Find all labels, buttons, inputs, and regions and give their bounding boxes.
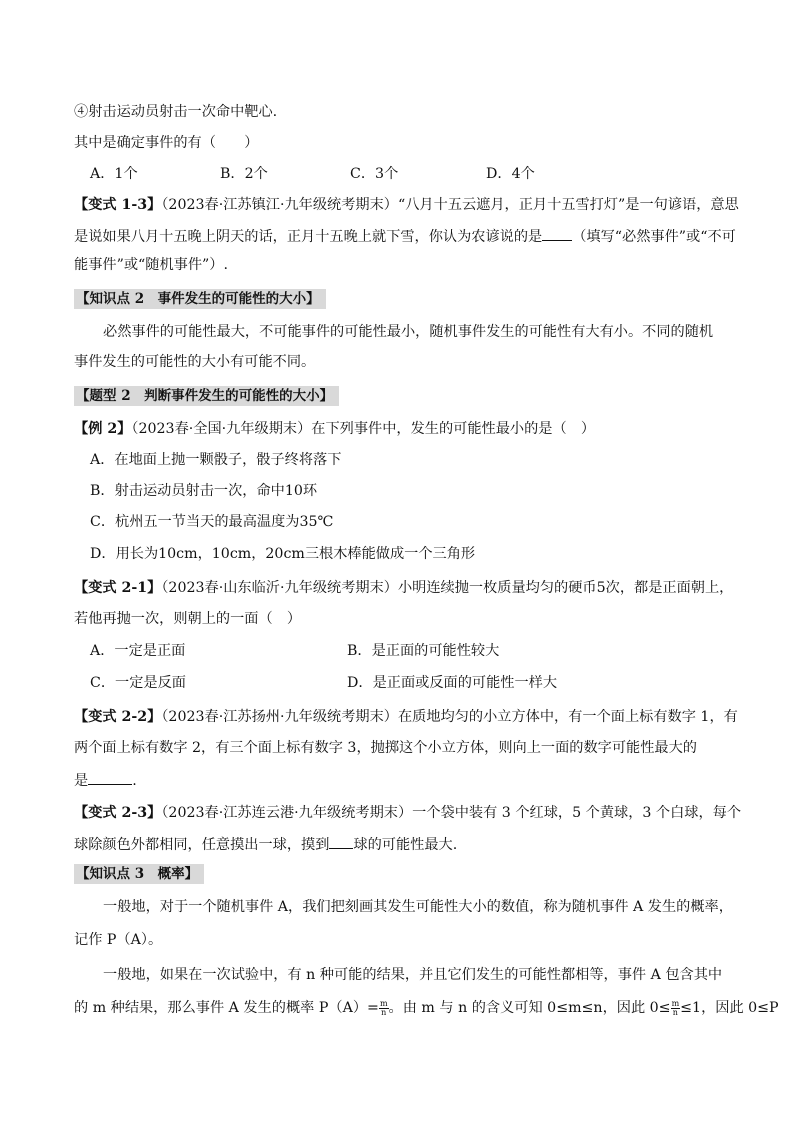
variant-2-1-option-a: A．一定是正面: [90, 643, 186, 659]
variant-2-2-line-2: 两个面上标有数字 2，有三个面上标有数字 3，抛掷这个小立方体，则向上一面的数字可能性最大的: [74, 740, 697, 756]
answer-blank[interactable]: [542, 226, 572, 241]
example-2-stem: [74, 420, 734, 438]
variant-2-3-line-1: [74, 804, 742, 822]
example-2-text: （2023春·全国·九年级期末）在下列事件中，发生的可能性最小的是（ ）: [131, 421, 596, 437]
fraction-numerator: m: [379, 998, 388, 1008]
kp3-paragraph-4: [74, 998, 779, 1017]
kp3-paragraph-1: 一般地，对于一个随机事件 A，我们把刻画其发生可能性大小的数值，称为随机事件 A 发生的概率，: [103, 899, 733, 915]
variant-1-3-text-2a: 是说如果八月十五晚上阴天的话，正月十五晚上就下雪，你认为农谚说的是: [74, 229, 543, 245]
question-stem: 其中是确定事件的有（ ）: [74, 135, 259, 151]
variant-2-2-text-3a: 是: [74, 773, 89, 789]
example-2-option-a: A．在地面上抛一颗骰子，骰子终将落下: [90, 452, 342, 468]
option-c: C．3个: [350, 166, 399, 182]
question-type-2-heading: 【题型 2 判断事件发生的可能性的大小】: [74, 386, 339, 406]
variant-2-1-option-d: D．是正面或反面的可能性一样大: [347, 675, 558, 691]
knowledge-point-3-heading: 【知识点 3 概率】: [74, 864, 204, 884]
variant-2-1-tag: 【变式 2-1】: [74, 580, 162, 596]
variant-1-3-line-3: 能事件”或“随机事件”）.: [74, 257, 228, 273]
variant-2-2-text: （2023春·江苏扬州·九年级统考期末）在质地均匀的小立方体中，有一个面上标有数字 1，有: [161, 709, 738, 725]
variant-1-3-text-2b: （填写“必然事件”或“不可: [572, 229, 736, 245]
answer-blank[interactable]: [329, 834, 353, 849]
kp3-text-4a: 的 m 种结果，那么事件 A 发生的概率 P（A）=: [74, 1000, 379, 1016]
variant-2-3-text-2a: 球除颜色外都相同，任意摸出一球，摸到: [74, 837, 330, 853]
variant-2-3-tag: 【变式 2-3】: [74, 805, 162, 821]
variant-2-2-tag: 【变式 2-2】: [74, 709, 162, 725]
variant-2-3-line-2: [74, 834, 734, 854]
variant-2-2-line-1: [74, 708, 738, 726]
kp3-text-4b: 。由 m 与 n 的含义可知 0≤m≤n，因此 0≤: [388, 1000, 671, 1016]
variant-2-1-option-c: C．一定是反面: [90, 675, 186, 691]
variant-2-1-line-2: 若他再抛一次，则朝上的一面（ ）: [74, 611, 302, 627]
variant-2-3-text: （2023春·江苏连云港·九年级统考期末）一个袋中装有 3 个红球，5 个黄球，3 个白球，每个: [161, 805, 742, 821]
variant-1-3-line-2: [74, 226, 734, 246]
variant-2-2-line-3: [74, 770, 734, 790]
kp2-paragraph-1: 必然事件的可能性最大，不可能事件的可能性最小，随机事件发生的可能性有大有小。不同的随机: [103, 324, 714, 340]
example-2-option-c: C．杭州五一节当天的最高温度为35℃: [90, 514, 334, 530]
example-2-option-b: B．射击运动员射击一次，命中10环: [90, 483, 318, 499]
fraction-m-over-n: [379, 1000, 389, 1017]
variant-1-3-text: （2023春·江苏镇江·九年级统考期末）“八月十五云遮月，正月十五雪打灯”是一句谚语，意思: [161, 197, 739, 213]
example-2-tag: 【例 2】: [74, 421, 132, 437]
fraction-denominator: n: [381, 1007, 387, 1017]
example-2-option-d: D．用长为10cm，10cm，20cm三根木棒能做成一个三角形: [90, 546, 476, 562]
option-a: A．1个: [90, 166, 138, 182]
kp3-paragraph-3: 一般地，如果在一次试验中，有 n 种可能的结果，并且它们发生的可能性都相等，事件 A 包含其中: [103, 967, 723, 983]
option-b: B．2个: [220, 166, 268, 182]
kp3-paragraph-2: 记作 P（A）。: [74, 932, 163, 948]
variant-2-1-line-1: [74, 579, 734, 597]
variant-1-3-tag: 【变式 1-3】: [74, 197, 162, 213]
event-4-line: ④射击运动员射击一次命中靶心.: [74, 104, 278, 120]
answer-blank[interactable]: [88, 770, 132, 785]
variant-2-2-text-3b: .: [132, 773, 137, 789]
fraction-m-over-n-2: [671, 1000, 681, 1017]
variant-2-3-text-2b: 球的可能性最大.: [353, 837, 458, 853]
option-d: D．4个: [486, 166, 535, 182]
fraction-numerator: m: [671, 998, 680, 1008]
kp3-text-4c: ≤1，因此 0≤P: [680, 1000, 779, 1016]
variant-1-3-line-1: [74, 196, 739, 214]
variant-2-1-option-b: B．是正面的可能性较大: [347, 643, 500, 659]
kp2-paragraph-2: 事件发生的可能性的大小有可能不同。: [74, 354, 316, 370]
fraction-denominator: n: [672, 1007, 678, 1017]
knowledge-point-2-heading: 【知识点 2 事件发生的可能性的大小】: [74, 289, 326, 309]
variant-2-1-text: （2023春·山东临沂·九年级统考期末）小明连续抛一枚质量均匀的硬币5次，都是正面朝上，: [161, 580, 734, 596]
